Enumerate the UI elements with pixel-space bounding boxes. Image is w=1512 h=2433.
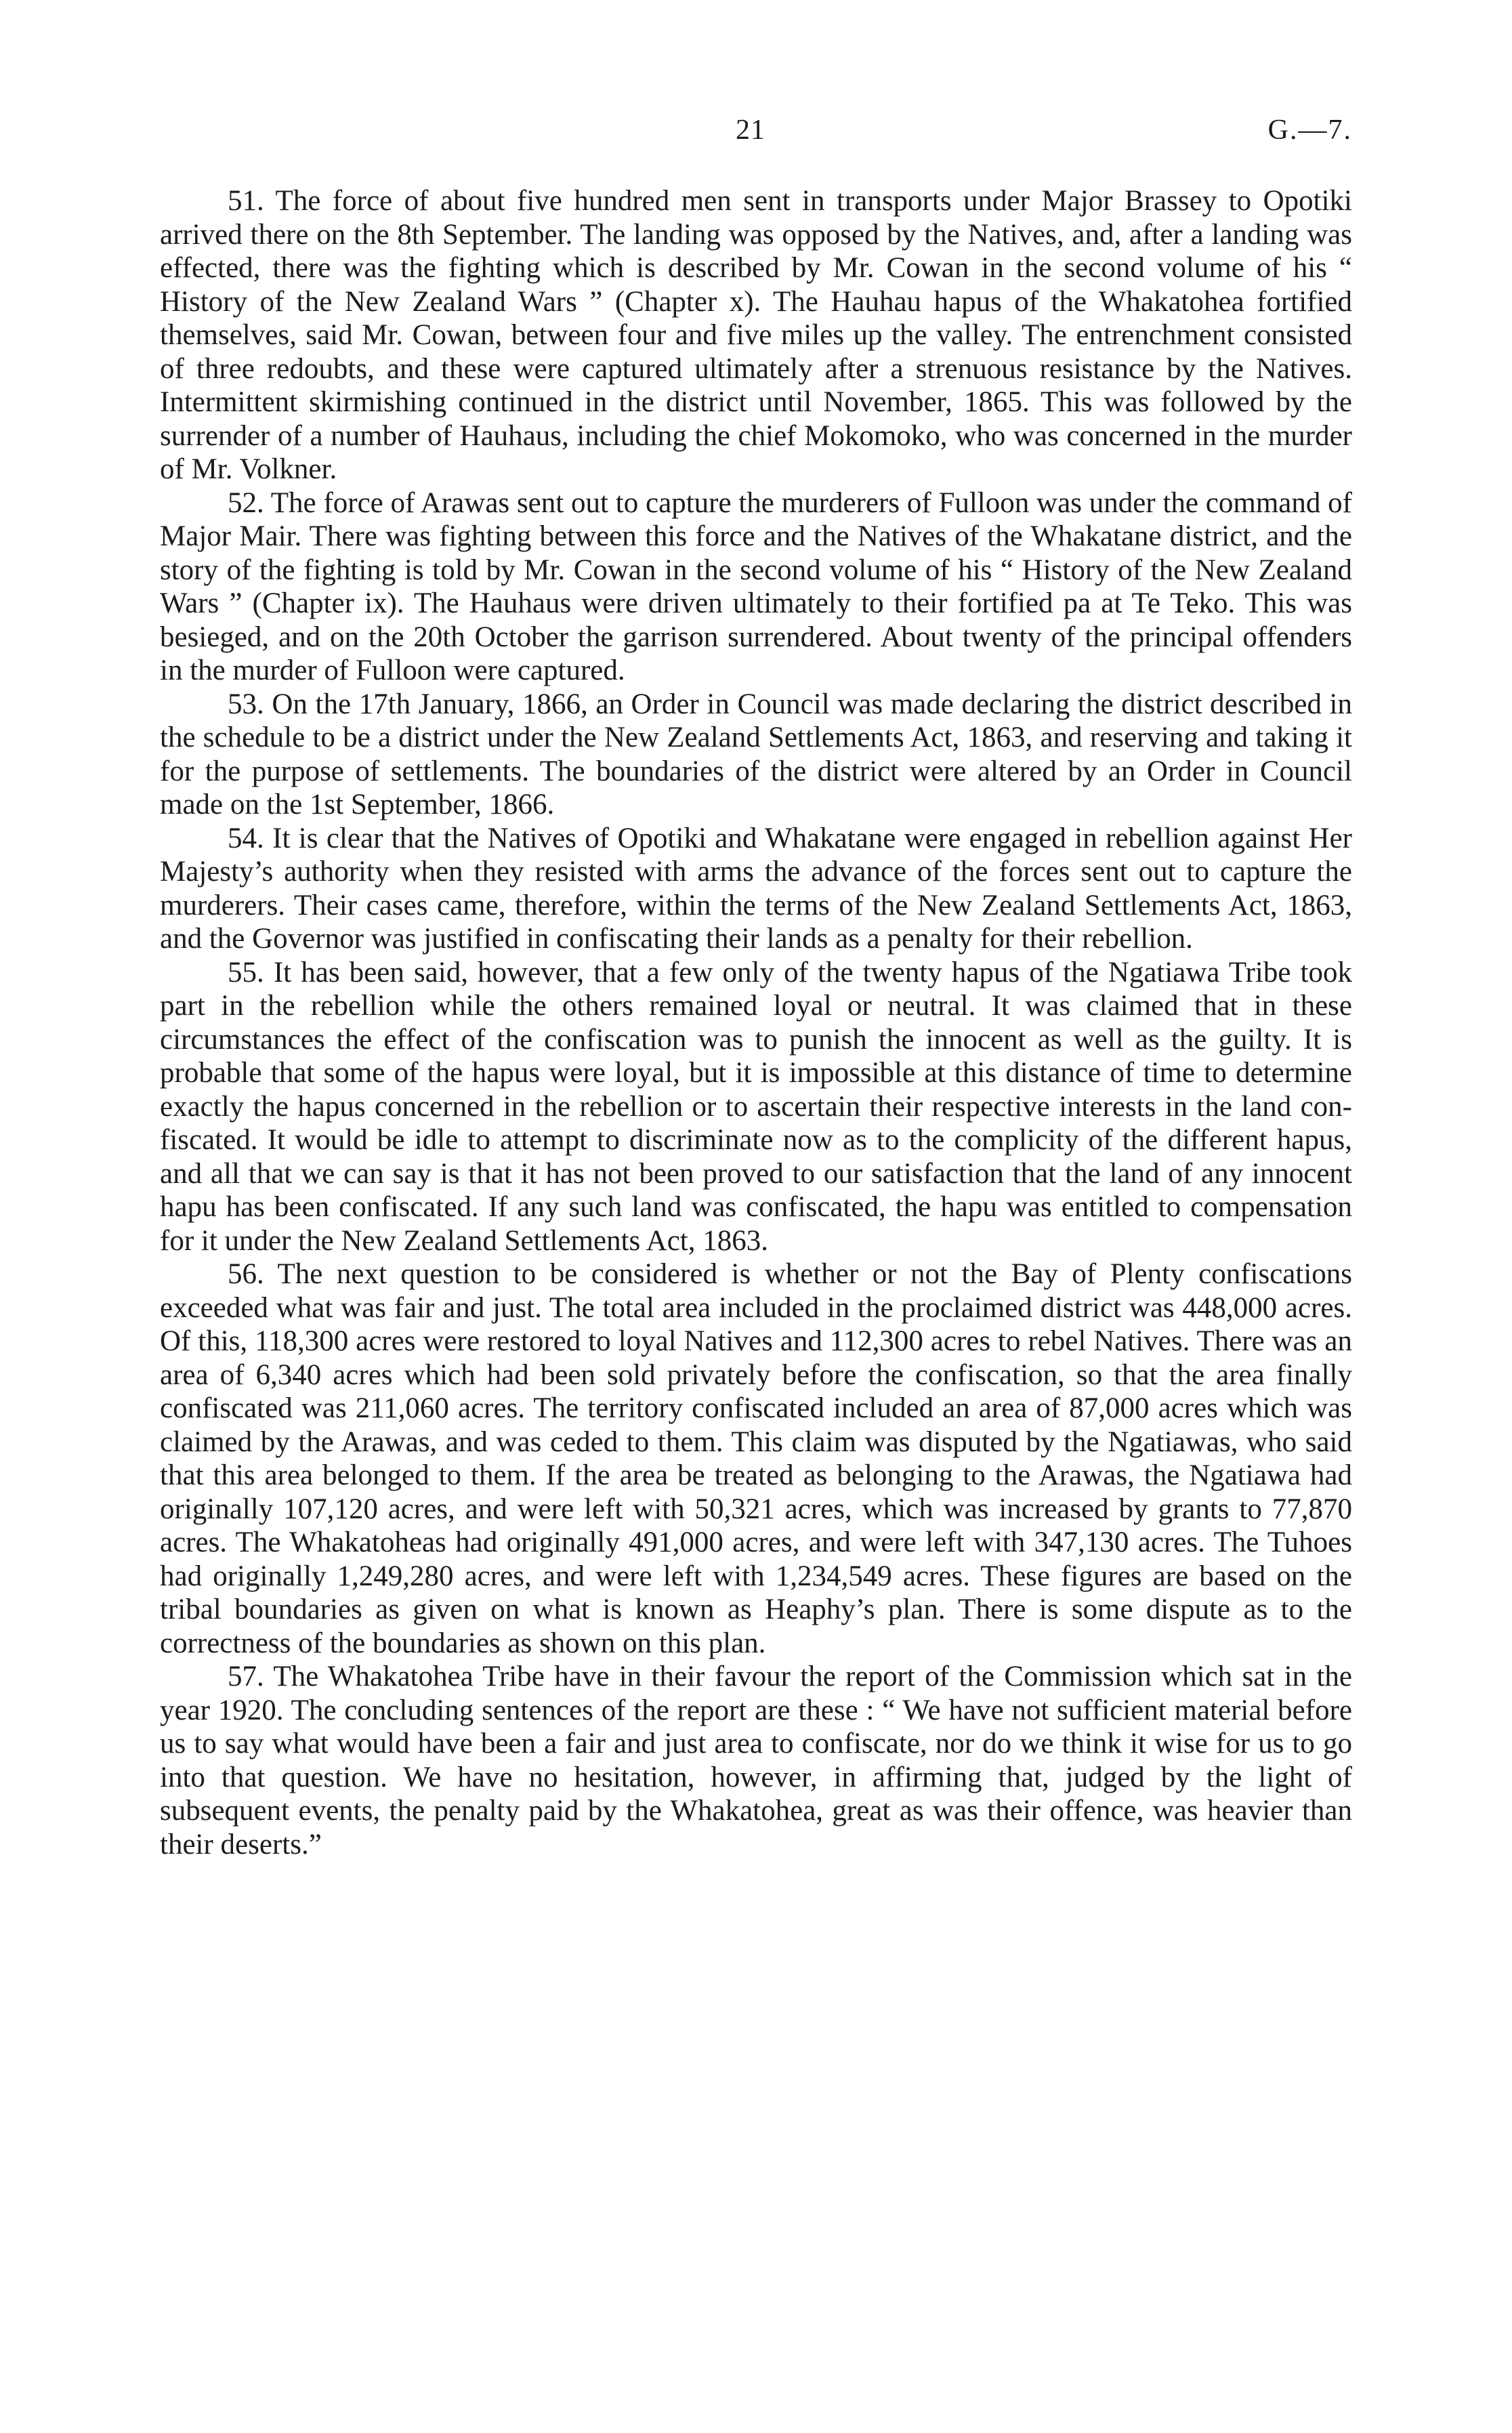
paragraph-number: 52.	[228, 486, 264, 519]
paragraph-55	[160, 956, 1352, 1258]
paragraph-53	[160, 688, 1352, 822]
paragraph-text: It is clear that the Natives of Opotiki and Whakatane were engaged in rebellion against Her Majesty’s authority when they resisted with arms the advance of the forces sent out to capture the murderers. Their cases came, therefore, within the terms of the New Zealand Settlements Act, 1863, and the Governor was justified in confiscating their lands as a penalty for their rebellion.	[160, 822, 1353, 955]
paragraph-number: 54.	[228, 822, 264, 854]
paragraph-text: The force of about five hundred men sent in transports under Major Brassey to Opotiki arrived there on the 8th September. The landing was opposed by the Natives, and, after a landing was effected, there was the fighting which is described by Mr. Cowan in the second volume of his “ History of the New Zealand Wars ” (Chapter x). The Hauhau hapus of the Whakatohea fortified themselves, said Mr. Cowan, between four and five miles up the valley. The entrenchment consisted of three redoubts, and these were captured ultimately after a strenuous resistance by the Natives. Intermittent skirmishing continued in the district until November, 1865. This was followed by the surrender of a number of Hauhaus, including the chief Mokomoko, who was concerned in the murder of Mr. Volkner.	[160, 185, 1352, 485]
paragraph-number: 56.	[228, 1258, 264, 1290]
page-header	[160, 114, 1352, 161]
paragraph-text: The next question to be considered is whether or not the Bay of Plenty confiscations exceeded what was fair and just. The total area included in the proclaimed district was 448,000 acres. Of this, 118,300 acres were restored to loyal Natives and 112,300 acres to rebel Natives. There was an area of 6,340 acres which had been sold privately before the confiscation, so that the area finally confiscated was 211,060 acres. The territory confiscated included an area of 87,000 acres which was claimed by the Arawas, and was ceded to them. This claim was disputed by the Ngatiawas, who said that this area belonged to them. If the area be treated as belonging to the Arawas, the Ngatiawa had originally 107,120 acres, and were left with 50,321 acres, which was increased by grants to 77,870 acres. The Whakatoheas had originally 491,000 acres, and were left with 347,130 acres. The Tuhoes had originally 1,249,280 acres, and were left with 1,234,549 acres. These figures are based on the tribal boundaries as given on what is known as Heaphy’s plan. There is some dispute as to the correctness of the boundaries as shown on this plan.	[160, 1258, 1352, 1659]
paragraph-51	[160, 184, 1352, 486]
paragraph-number: 55.	[228, 956, 264, 989]
paragraph-52	[160, 486, 1352, 688]
paragraph-number: 51.	[228, 185, 264, 217]
paragraph-56	[160, 1257, 1352, 1660]
paragraph-number: 57.	[228, 1661, 264, 1692]
paragraph-text: The Whakatohea Tribe have in their favour the report of the Commission which sat in the year 1920. The concluding sentences of the report are these : “ We have not sufficient material before us to say what would have been a fair and just area to confiscate, nor do we think it wise for us to go into that question. We have no hesitation, however, in affirming that, judged by the light of subsequent events, the penalty paid by the Whakatohea, great as was their offence, was heavier than their deserts.”	[160, 1661, 1352, 1860]
paragraph-text: On the 17th January, 1866, an Order in Council was made declaring the district described in the schedule to be a district under the New Zealand Settlements Act, 1863, and reserving and taking it for the purpose of settlements. The boundaries of the district were altered by an Order in Council made on the 1st September, 1866.	[160, 688, 1352, 820]
paragraph-text: It has been said, however, that a few only of the twenty hapus of the Ngatiawa Tribe took part in the rebellion while the others remained loyal or neutral. It was claimed that in these circumstances the effect of the confiscation was to punish the innocent as well as the guilty. It is probable that some of the hapus were loyal, but it is impossible at this distance of time to determine exactly the hapus concerned in the rebellion or to ascertain their respective interests in the land confiscated. It would be idle to attempt to discriminate now as to the complicity of the different hapus, and all that we can say is that it has not been proved to our satisfaction that the land of any innocent hapu has been confiscated. If any such land was confiscated, the hapu was entitled to compensation for it under the New Zealand Settlements Act, 1863.	[160, 956, 1353, 1257]
page-number: 21	[736, 115, 765, 146]
paragraph-54	[160, 822, 1352, 956]
paragraph-57	[160, 1660, 1352, 1861]
paragraph-number: 53.	[228, 688, 264, 720]
document-body	[160, 184, 1352, 1861]
document-code: G.—7.	[1267, 115, 1352, 146]
paragraph-text: The force of Arawas sent out to capture the murderers of Fulloon was under the command of Major Mair. There was fighting between this force and the Natives of the Whakatane district, and the story of the fighting is told by Mr. Cowan in the second volume of his “ History of the New Zealand Wars ” (Chapter ix). The Hauhaus were driven ultimately to their fortified pa at Te Teko. This was besieged, and on the 20th October the garrison surrendered. About twenty of the principal offenders in the murder of Fulloon were captured.	[160, 486, 1352, 686]
